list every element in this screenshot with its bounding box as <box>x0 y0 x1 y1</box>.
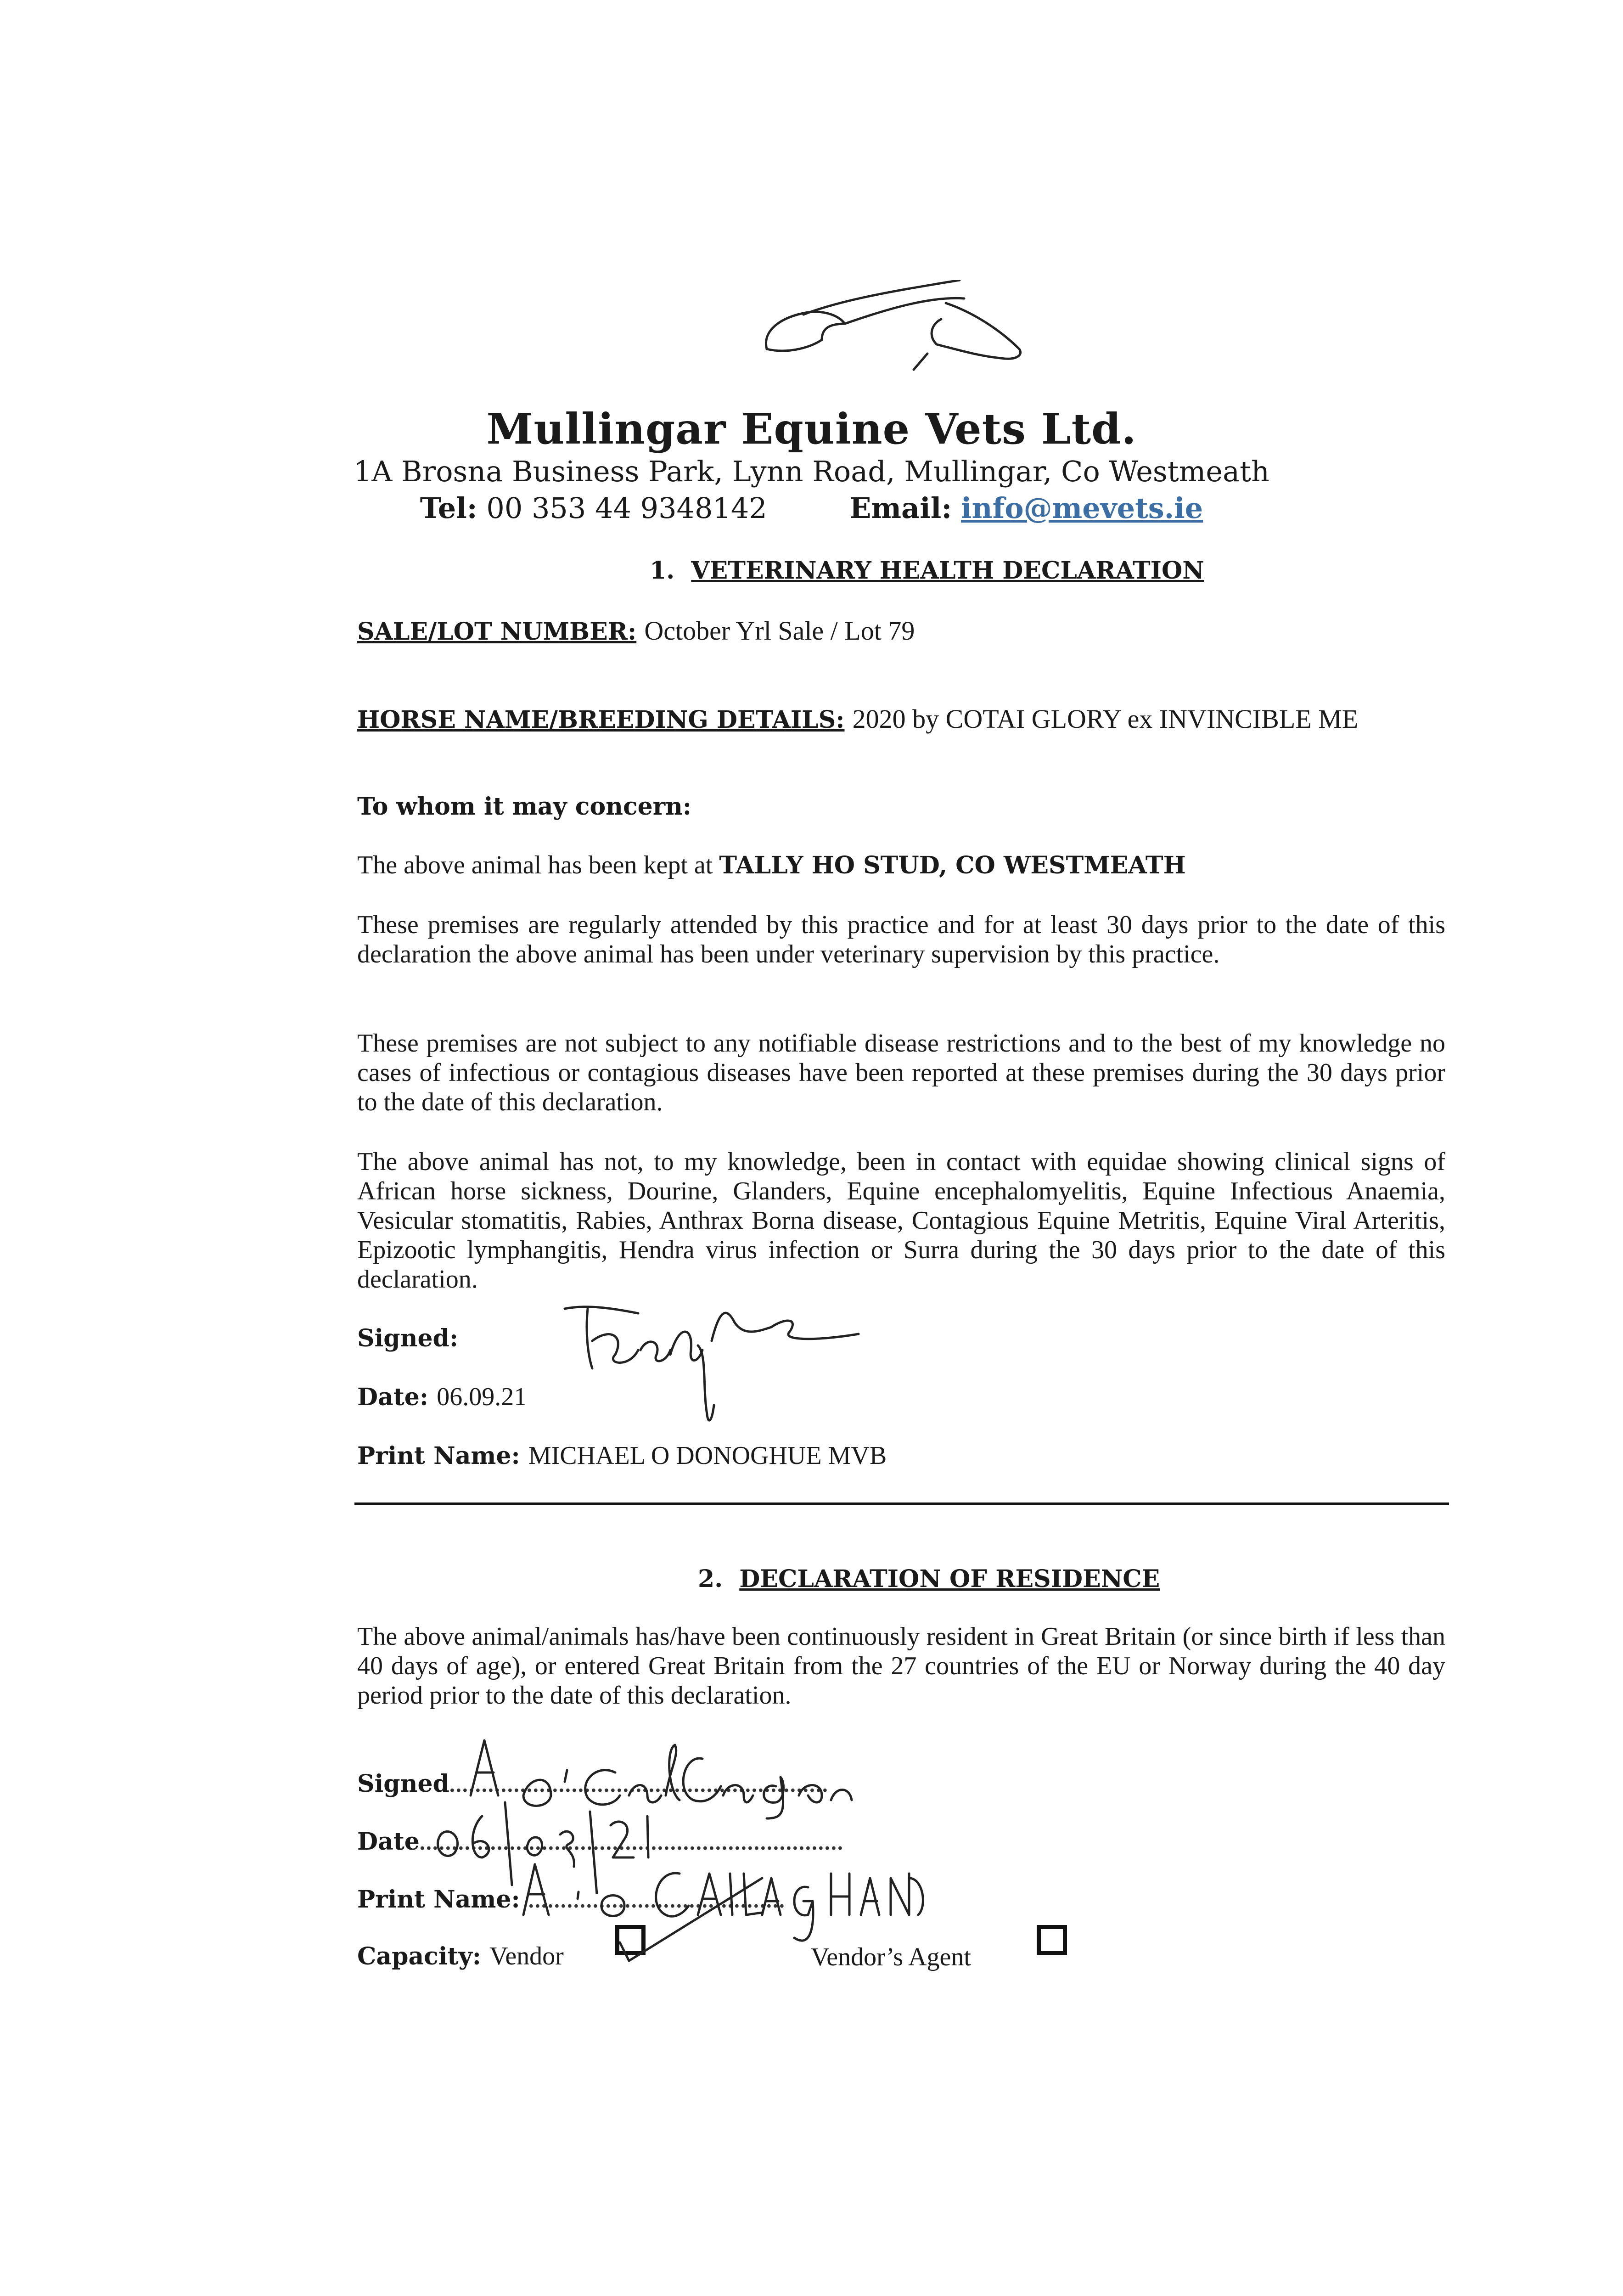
section2-heading: DECLARATION OF RESIDENCE <box>739 1565 1160 1593</box>
tel-label: Tel: <box>420 491 477 525</box>
vendor-checkbox-tick <box>611 1874 776 1965</box>
vet-date-row <box>357 1382 527 1412</box>
vet-signed-label: Signed: <box>357 1324 459 1352</box>
capacity-vendor-label: Vendor <box>489 1942 564 1970</box>
paragraph-supervision: These premises are regularly attended by this practice and for at least 30 days prior to the date of this declaration the above animal has been under veterinary supervision by this practice. <box>357 911 1445 968</box>
company-address: 1A Brosna Business Park, Lynn Road, Mullingar, Co Westmeath <box>354 455 1269 488</box>
kept-at-prefix: The above animal has been kept at <box>357 851 713 879</box>
kept-at-line <box>357 850 1445 880</box>
vet-print-name-value: MICHAEL O DONOGHUE MVB <box>528 1441 887 1470</box>
section2-number: 2. <box>698 1565 723 1593</box>
tel-value: 00 353 44 9348142 <box>486 491 767 525</box>
vet-signature <box>560 1295 882 1433</box>
section1-title <box>650 557 1204 585</box>
capacity-agent-label: Vendor’s Agent <box>811 1943 971 1971</box>
vendor-date-label: Date <box>357 1828 420 1856</box>
email-link[interactable]: info@mevets.ie <box>960 491 1203 525</box>
email-label: Email: <box>849 491 952 525</box>
paragraph-contact: The above animal has not, to my knowledge, been in contact with equidae showing clinical signs of African horse sickness, Dourine, Glanders, Equine encephalomyelitis, Equine Infectious Anaemia, Vesicular stomatitis, Rabies, Anthrax Borna disease, Contagious Equine Metritis, Equine Viral Arteritis, Epizootic lymphangitis, Hendra virus infection or Surra during the 30 days prior to the date of this declaration. <box>357 1148 1445 1294</box>
agent-checkbox[interactable] <box>1037 1925 1067 1955</box>
section1-heading: VETERINARY HEALTH DECLARATION <box>691 557 1204 585</box>
vendor-print-name-label: Print Name: <box>357 1885 520 1913</box>
horse-details-row <box>357 703 1358 734</box>
sale-lot-value: October Yrl Sale / Lot 79 <box>644 616 915 646</box>
kept-at-location: TALLY HO STUD, CO WESTMEATH <box>719 851 1186 879</box>
vet-print-name-label: Print Name: <box>357 1442 520 1470</box>
paragraph-restrictions: These premises are not subject to any notifiable disease restrictions and to the best of my knowledge no cases of infectious or contagious diseases have been reported at these premises during the 30 days prior to the date of this declaration. <box>357 1029 1445 1116</box>
horse-logo-icon <box>753 280 1038 386</box>
section2-title <box>698 1565 1160 1593</box>
section-divider <box>354 1503 1449 1505</box>
capacity-row <box>357 1941 564 1971</box>
vendor-signed-row: Signed........................................................... <box>357 1770 829 1798</box>
capacity-label: Capacity: <box>357 1942 481 1970</box>
vet-print-name-row <box>357 1441 887 1470</box>
vendor-print-name-row: Print Name: ........................................ <box>357 1885 786 1913</box>
company-name: Mullingar Equine Vets Ltd. <box>486 404 1137 454</box>
vendor-date-row: Date.................................................................. <box>357 1828 844 1856</box>
vet-date-value: 06.09.21 <box>437 1383 527 1411</box>
paragraph-residence: The above animal/animals has/have been continuously resident in Great Britain (or since birth if less than 40 days of age), or entered Great Britain from the 27 countries of the EU or Norway during the 40 day period prior to the date of this declaration. <box>357 1622 1445 1710</box>
horse-details-value: 2020 by COTAI GLORY ex INVINCIBLE ME <box>852 704 1359 734</box>
vendor-signed-label: Signed <box>357 1770 449 1798</box>
sale-lot-label: SALE/LOT NUMBER: <box>357 618 637 646</box>
sale-lot-row <box>357 615 915 646</box>
contact-line <box>0 491 1623 525</box>
vet-date-label: Date: <box>357 1383 429 1411</box>
horse-details-label: HORSE NAME/BREEDING DETAILS: <box>357 706 845 734</box>
salutation: To whom it may concern: <box>357 793 692 821</box>
section1-number: 1. <box>650 557 675 585</box>
